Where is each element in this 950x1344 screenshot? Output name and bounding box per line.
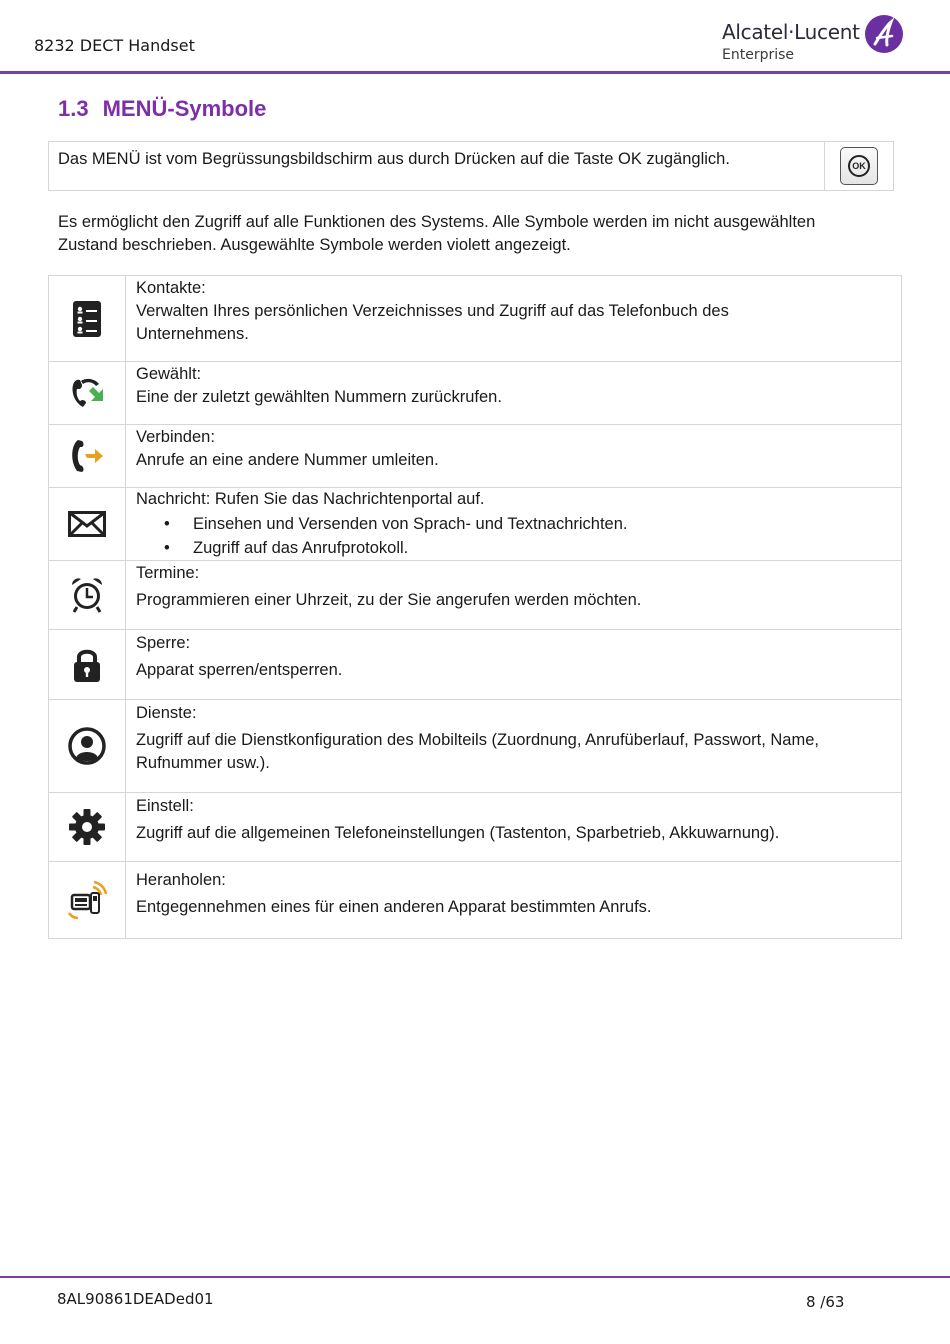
paragraph-line: Zustand beschrieben. Ausgewählte Symbole werden violett angezeigt. [58, 236, 571, 254]
alarm-clock-icon [69, 576, 105, 614]
intro-text: Das MENÜ ist vom Begrüssungsbildschirm aus durch Drücken auf die Taste OK zugänglich. [58, 150, 730, 168]
symbol-title: Kontakte: [136, 279, 206, 297]
symbol-description: Programmieren einer Uhrzeit, zu der Sie angerufen werden möchten. [136, 591, 642, 609]
ok-key-label: OK [848, 155, 870, 177]
symbol-description: Entgegennehmen eines für einen anderen Apparat bestimmten Anrufs. [136, 898, 652, 916]
table-row [49, 425, 902, 488]
section-heading [58, 96, 266, 122]
symbol-title: Gewählt: [136, 365, 202, 383]
logo-wordmark: Alcatel·Lucent [722, 20, 860, 44]
gear-icon [68, 808, 106, 846]
table-row [49, 862, 902, 939]
symbol-description: Eine der zuletzt gewählten Nummern zurückrufen. [136, 388, 502, 406]
envelope-icon [68, 511, 106, 537]
symbol-description: Zugriff auf die allgemeinen Telefoneinstellungen (Tastenton, Sparbetrieb, Akkuwarnung). [136, 824, 780, 842]
table-row [49, 630, 902, 700]
symbol-description: Zugriff auf die Dienstkonfiguration des Mobilteils (Zuordnung, Anrufüberlauf, Passwort, Name, [136, 731, 819, 749]
symbol-description: Apparat sperren/entsperren. [136, 661, 343, 679]
symbol-description: Anrufe an eine andere Nummer umleiten. [136, 451, 439, 469]
list-item: • Zugriff auf das Anrufprotokoll. [193, 536, 891, 560]
header-rule [0, 71, 950, 74]
ok-key-cell [824, 142, 893, 190]
footer-rule [0, 1276, 950, 1278]
section-title-text: MENÜ-Symbole [102, 96, 267, 121]
table-row [49, 488, 902, 561]
list-item: • Einsehen und Versenden von Sprach- und Textnachrichten. [193, 512, 891, 536]
symbol-title: Dienste: [136, 704, 197, 722]
dialed-call-icon [67, 375, 107, 411]
intro-paragraph [58, 211, 888, 257]
symbol-title: Termine: [136, 564, 200, 582]
contacts-icon [72, 300, 102, 338]
logo-subtitle: Enterprise [722, 47, 795, 63]
table-row [49, 700, 902, 793]
paragraph-line: Es ermöglicht den Zugriff auf alle Funktionen des Systems. Alle Symbole werden im nicht ausgewählten [58, 213, 816, 231]
call-forward-icon [69, 437, 105, 475]
table-row [49, 276, 902, 362]
menu-symbols-table [48, 275, 902, 939]
call-pickup-icon [67, 881, 107, 919]
intro-box [48, 141, 894, 191]
user-icon [68, 727, 106, 765]
symbol-title: Heranholen: [136, 871, 226, 889]
symbol-description: Verwalten Ihres persönlichen Verzeichnisses und Zugriff auf das Telefonbuch des [136, 302, 729, 320]
table-row [49, 362, 902, 425]
table-row [49, 793, 902, 862]
symbol-title: Verbinden: [136, 428, 215, 446]
section-number: 1.3 [58, 96, 89, 121]
symbol-bullet-list [136, 512, 891, 560]
alcatel-lucent-logo-icon [864, 14, 904, 54]
alcatel-lucent-logo [720, 14, 910, 68]
symbol-description: Rufnummer usw.). [136, 754, 270, 772]
document-header-title: 8232 DECT Handset [34, 36, 195, 55]
symbol-title: Sperre: [136, 634, 191, 652]
document-code: 8AL90861DEADed01 [57, 1290, 214, 1308]
lock-icon [72, 646, 102, 684]
page-number: 8 /63 [806, 1293, 845, 1311]
ok-key-icon [840, 147, 878, 185]
symbol-title: Nachricht: Rufen Sie das Nachrichtenportal auf. [136, 490, 485, 508]
table-row [49, 561, 902, 630]
symbol-description: Unternehmens. [136, 325, 249, 343]
symbol-title: Einstell: [136, 797, 194, 815]
